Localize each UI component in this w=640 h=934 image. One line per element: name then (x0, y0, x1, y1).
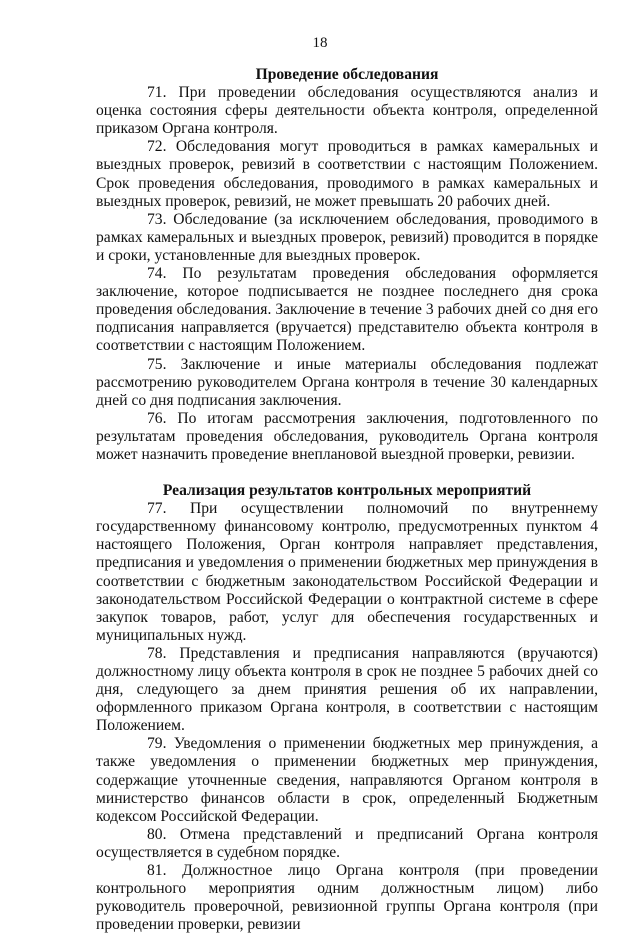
paragraph-74: 74. По результатам проведения обследования оформляется заключение, которое подписывается не позднее последнего дня срока проведения обследования. Заключение в течение 3 рабочих дней со дня его подписания направляется (вручается) представителю объекта контроля в соответствии с настоящим Положением. (96, 265, 598, 355)
paragraph-76: 76. По итогам рассмотрения заключения, подготовленного по результатам проведения обследования, руководитель Органа контроля может назначить проведение внеплановой выездной проверки, ревизии. (96, 409, 598, 463)
paragraph-78: 78. Представления и предписания направляются (вручаются) должностному лицу объекта контроля в срок не позднее 5 рабочих дней со дня, следующего за днем принятия решения об их направлении, оформленного приказом Органа контроля, в соответствии с настоящим Положением. (96, 644, 598, 735)
section-survey (96, 66, 598, 464)
paragraph-77: 77. При осуществлении полномочий по внутреннему государственному финансовому контролю, предусмотренных пунктом 4 настоящего Положения, Орган контроля направляет представления, предписания и уведомления о применении бюджетных мер принуждения в соответствии с бюджетным законодательством Российской Федерации и законодательством Российской Федерации о контрактной системе в сфере закупок товаров, работ, услуг для обеспечения государственных и муниципальных нужд. (96, 500, 598, 644)
section-heading: Проведение обследования (255, 66, 439, 83)
paragraph-71: 71. При проведении обследования осуществляются анализ и оценка состояния сферы деятельности объекта контроля, определенной приказом Органа контроля. (96, 84, 598, 138)
page-number: 18 (312, 35, 328, 51)
paragraph-80: 80. Отмена представлений и предписаний Органа контроля осуществляется в судебном порядке. (96, 825, 598, 861)
paragraph-72: 72. Обследования могут проводиться в рамках камеральных и выездных проверок, ревизий в соответствии с настоящим Положением. Срок проведения обследования, проводимого в рамках камеральных и выездных проверок, ревизий, не может превышать 20 рабочих дней. (96, 138, 598, 210)
paragraph-79: 79. Уведомления о применении бюджетных мер принуждения, а также уведомления о применении бюджетных мер принуждения, содержащие уточненные сведения, направляются Органом контроля в министерство финансов области в срок, определенный Бюджетным кодексом Российской Федерации. (96, 735, 598, 825)
paragraph-75: 75. Заключение и иные материалы обследования подлежат рассмотрению руководителем Органа контроля в течение 30 календарных дней со дня подписания заключения. (96, 355, 598, 409)
paragraph-73: 73. Обследование (за исключением обследования, проводимого в рамках камеральных и выездных проверок, ревизий) проводится в порядке и сроки, установленные для выездных проверок. (96, 210, 598, 264)
paragraph-81: 81. Должностное лицо Органа контроля (при проведении контрольного мероприятия одним должностным лицом) либо руководитель проверочной, ревизионной группы Органа контроля (при проведении проверки, ревизии (96, 862, 598, 934)
section-heading: Реализация результатов контрольных мероприятий (162, 482, 532, 500)
section-results (96, 482, 598, 934)
document-body (96, 66, 598, 934)
